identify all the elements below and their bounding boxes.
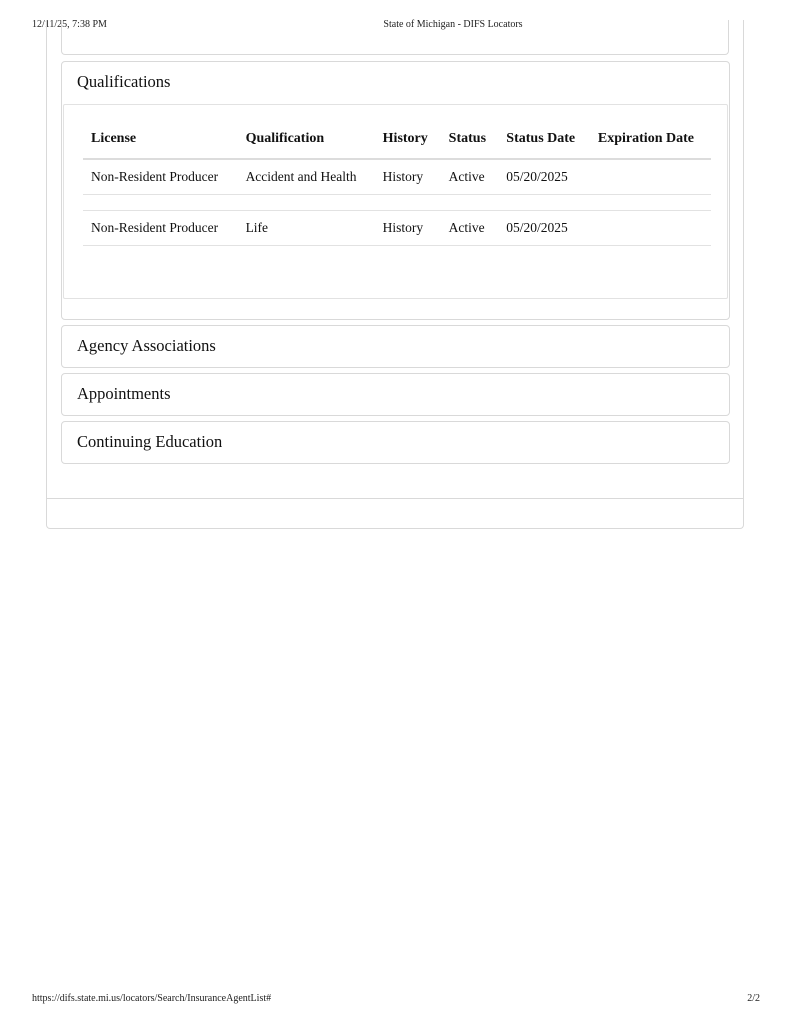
cell-status: Active	[441, 159, 499, 195]
previous-panel-tail	[61, 20, 729, 55]
column-header-history: History	[375, 120, 441, 159]
cell-status-date: 05/20/2025	[498, 159, 590, 195]
column-header-status: Status	[441, 120, 499, 159]
column-header-qualification: Qualification	[238, 120, 375, 159]
cell-license: Non-Resident Producer	[83, 211, 238, 246]
qualifications-body	[63, 104, 728, 299]
appointments-panel[interactable]	[61, 373, 730, 416]
print-page-title: State of Michigan - DIFS Locators	[383, 19, 523, 30]
cell-status-date: 05/20/2025	[498, 211, 590, 246]
column-header-status-date: Status Date	[498, 120, 590, 159]
qualifications-panel	[61, 61, 730, 320]
card-footer-divider	[47, 498, 743, 499]
agency-associations-panel[interactable]	[61, 325, 730, 368]
cell-qualification: Accident and Health	[238, 159, 375, 195]
cell-qualification: Life	[238, 211, 375, 246]
cell-expiration-date	[590, 159, 711, 195]
cell-history-link[interactable]: History	[375, 211, 441, 246]
continuing-education-panel[interactable]	[61, 421, 730, 464]
print-datetime: 12/11/25, 7:38 PM	[32, 19, 107, 30]
appointments-heading[interactable]: Appointments	[77, 384, 171, 403]
cell-history-link[interactable]: History	[375, 159, 441, 195]
cell-expiration-date	[590, 211, 711, 246]
table-row	[83, 211, 711, 246]
qualifications-heading[interactable]: Qualifications	[77, 72, 171, 91]
qualifications-table	[83, 120, 711, 246]
table-row-separator	[83, 195, 711, 211]
continuing-education-heading[interactable]: Continuing Education	[77, 432, 223, 451]
column-header-license: License	[83, 120, 238, 159]
print-url: https://difs.state.mi.us/locators/Search/InsuranceAgentList#	[32, 993, 272, 1004]
agency-associations-heading[interactable]: Agency Associations	[77, 336, 216, 355]
table-header-row	[83, 120, 711, 159]
cell-status: Active	[441, 211, 499, 246]
print-page-number: 2/2	[747, 993, 760, 1004]
column-header-expiration-date: Expiration Date	[590, 120, 711, 159]
cell-license: Non-Resident Producer	[83, 159, 238, 195]
table-row	[83, 159, 711, 195]
